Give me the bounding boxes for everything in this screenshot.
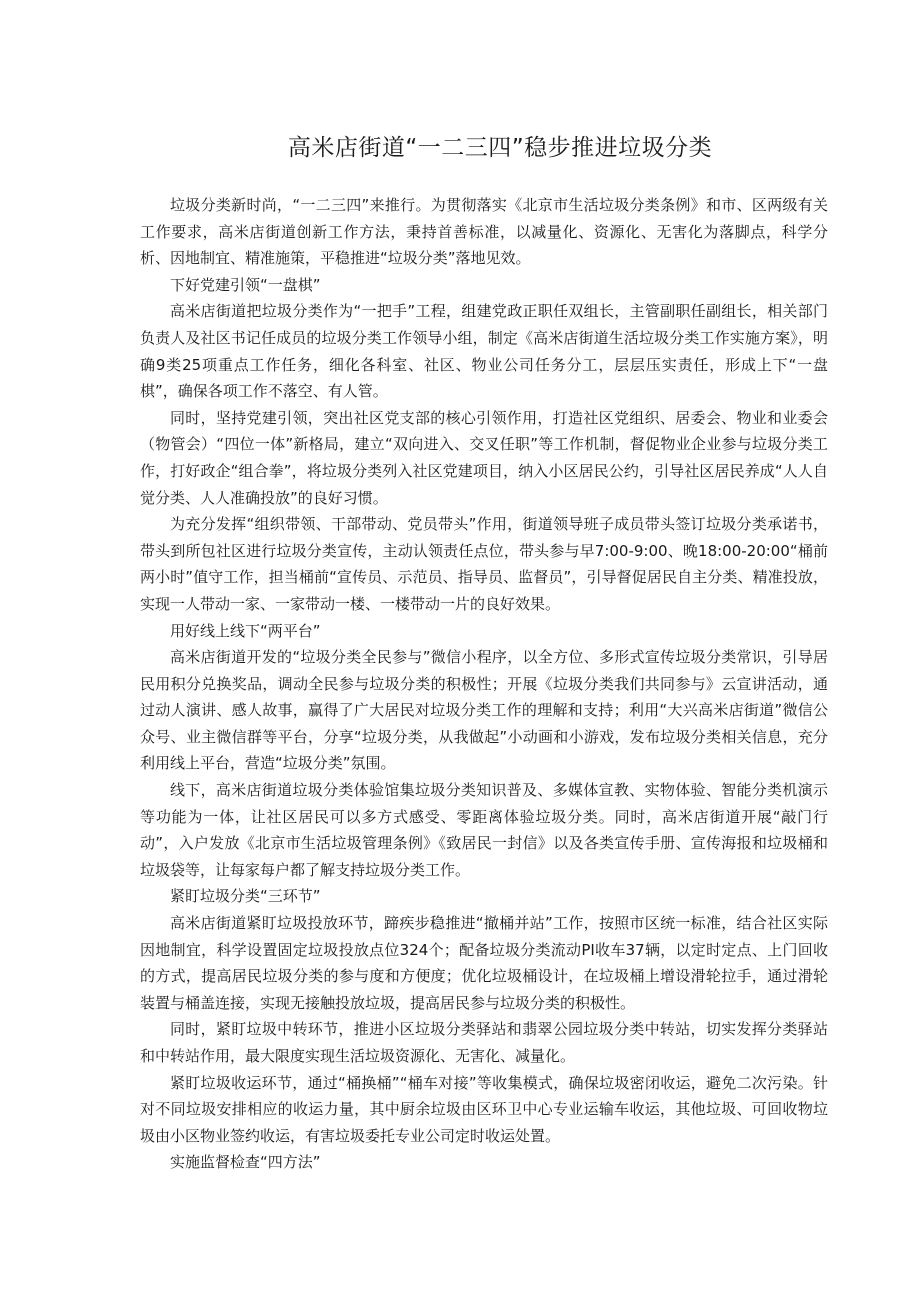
paragraph: 高米店街道把垃圾分类作为“一把手”工程，组建党政正职任双组长，主管副职任副组长，相关部门负责人及社区书记任成员的垃圾分类工作领导小组，制定《高米店街道生活垃圾分类工作实施方案》，明确9类25项重点工作任务，细化各科室、社区、物业公司任务分工，层层压实责任，形成上下“一盘棋”，确保各项工作不落空、有人管。 (140, 302, 828, 401)
section-heading-platforms: 用好线上线下“两平台” (170, 621, 321, 640)
paragraph: 高米店街道开发的“垃圾分类全民参与”微信小程序，以全方位、多形式宣传垃圾分类常识，引导居民用积分兑换奖品，调动全民参与垃圾分类的积极性；开展《垃圾分类我们共同参与》云宣讲活动，通过动人演讲、感人故事，赢得了广大居民对垃圾分类工作的理解和支持；利用“大兴高米店街道”微信公众号、业主微信群等平台，分享“垃圾分类，从我做起”小动画和小游戏，发布垃圾分类相关信息，充分利用线上平台，营造“垃圾分类”氛围。 (140, 648, 828, 773)
section-heading-three-links: 紧盯垃圾分类“三环节” (170, 887, 321, 906)
section-heading-supervision: 实施监督检查“四方法” (170, 1153, 321, 1172)
paragraph-intro: 垃圾分类新时尚，“一二三四”来推行。为贯彻落实《北京市生活垃圾分类条例》和市、区两级有关工作要求，高米店街道创新工作方法，秉持首善标准，以减量化、资源化、无害化为落脚点，科学分析、因地制宜、精准施策，平稳推进“垃圾分类”落地见效。 (140, 196, 828, 268)
paragraph: 为充分发挥“组织带领、干部带动、党员带头”作用，街道领导班子成员带头签订垃圾分类承诺书，带头到所包社区进行垃圾分类宣传，主动认领责任点位，带头参与早7:00-9:00、晚18:00-20:00“桶前两小时”值守工作，担当桶前“宣传员、示范员、指导员、监督员”，引导督促居民自主分类、精准投放，实现一人带动一家、一家带动一楼、一楼带动一片的良好效果。 (140, 515, 828, 613)
page-title: 高米店街道“一二三四”稳步推进垃圾分类 (287, 135, 713, 161)
paragraph: 高米店街道紧盯垃圾投放环节，蹄疾步稳推进“撤桶并站”工作，按照市区统一标准，结合社区实际因地制宜，科学设置固定垃圾投放点位324个；配备垃圾分类流动PI收车37辆，以定时定点、上门回收的方式，提高居民垃圾分类的参与度和方便度；优化垃圾桶设计，在垃圾桶上增设滑轮拉手，通过滑轮装置与桶盖连接，实现无接触投放垃圾，提高居民参与垃圾分类的积极性。 (140, 914, 828, 1012)
paragraph: 同时，坚持党建引领，突出社区党支部的核心引领作用，打造社区党组织、居委会、物业和业委会（物管会）“四位一体”新格局，建立“双向进入、交叉任职”等工作机制，督促物业企业参与垃圾分类工作，打好政企“组合拳”，将垃圾分类列入社区党建项目，纳入小区居民公约，引导社区居民养成“人人自觉分类、人人准确投放”的良好习惯。 (140, 408, 828, 507)
paragraph: 线下，高米店街道垃圾分类体验馆集垃圾分类知识普及、多媒体宣教、实物体验、智能分类机演示等功能为一体，让社区居民可以多方式感受、零距离体验垃圾分类。同时，高米店街道开展“敲门行动”，入户发放《北京市生活垃圾管理条例》《致居民一封信》以及各类宣传手册、宣传海报和垃圾桶和垃圾袋等，让每家每户都了解支持垃圾分类工作。 (140, 781, 828, 879)
article-body (140, 192, 828, 1176)
paragraph: 紧盯垃圾收运环节，通过“桶换桶”“桶车对接”等收集模式，确保垃圾密闭收运，避免二次污染。针对不同垃圾安排相应的收运力量，其中厨余垃圾由区环卫中心专业运输车收运，其他垃圾、可回收物垃圾由小区物业签约收运，有害垃圾委托专业公司定时收运处置。 (140, 1073, 828, 1145)
section-heading-party-building: 下好党建引领“一盘棋” (170, 275, 321, 294)
paragraph: 同时，紧盯垃圾中转环节，推进小区垃圾分类驿站和翡翠公园垃圾分类中转站，切实发挥分类驿站和中转站作用，最大限度实现生活垃圾资源化、无害化、减量化。 (140, 1020, 828, 1065)
